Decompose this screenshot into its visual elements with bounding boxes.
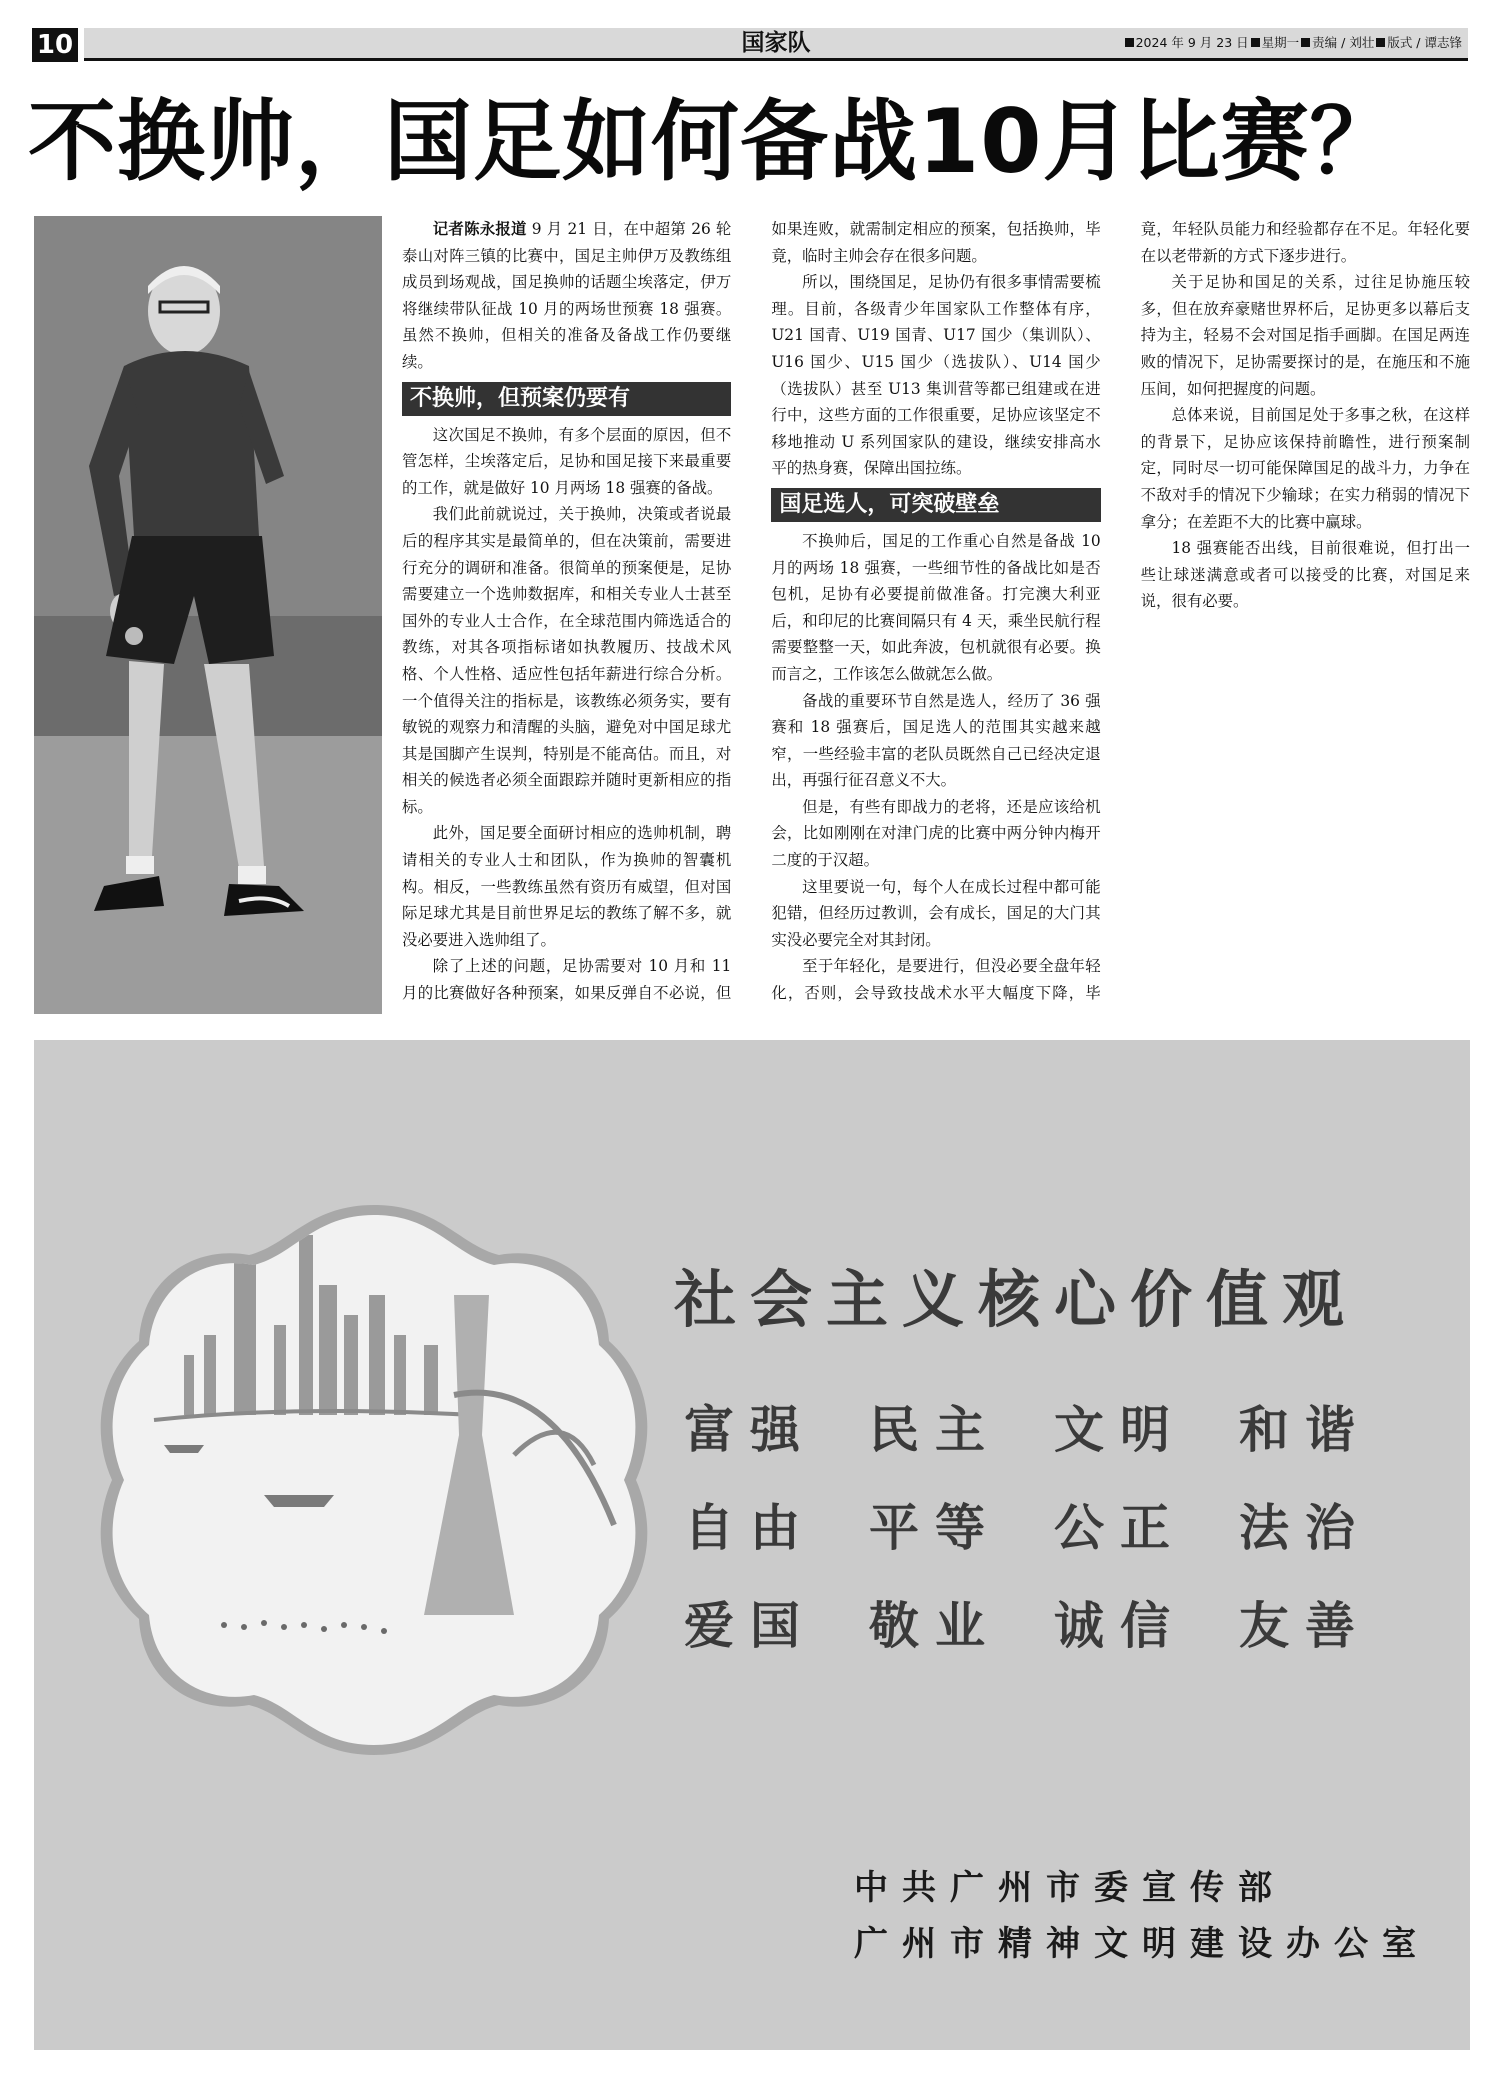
paragraph: 除了上述的问题，足协需要对 10 月和 11 月的比赛做好各种预案，如果反弹自不必说，但如果连败，就需制定相应的预案，包括换帅，毕竟，临时主帅会存在很多问题。 <box>402 220 1101 1003</box>
value-item: 友善 <box>1239 1597 1371 1655</box>
page-header <box>32 28 1468 62</box>
subhead-2: 国足选人，可突破壁垒 <box>771 488 1100 522</box>
paragraph: 不换帅后，国足的工作重心自然是备战 10 月的两场 18 强赛，一些细节性的备战比如是否包机，足协有必要提前做准备。打完澳大利亚后，和印尼的比赛间隔只有 4 天，乘坐民航行程需要整整一天，如此奔波，包机就很有必要。换而言之，工作该怎么做就怎么做。 <box>771 531 1101 683</box>
value-item: 法治 <box>1239 1499 1371 1557</box>
paragraph: 至于年轻化，是要进行，但没必要全盘年轻化，否则，会导致技战术水平大幅度下降，毕竟，年轻队员能力和经验都存在不足。年轻化要在以老带新的方式下逐步进行。 <box>771 220 1470 1003</box>
subhead-1: 不换帅，但预案仍要有 <box>402 382 731 416</box>
value-item: 公正 <box>1054 1499 1186 1557</box>
issue-date: 2024 年 9 月 23 日 <box>1135 35 1249 50</box>
values-row <box>684 1390 1424 1488</box>
lead-text: 9 月 21 日，在中超第 26 轮泰山对阵三镇的比赛中，国足主帅伊万及教练组成员到场观战，国足换帅的话题尘埃落定，伊万将继续带队征战 10 月的两场世预赛 18 强赛。虽然不换帅，但相关的准备及备战工作仍要继续。 <box>402 220 732 371</box>
value-item: 平等 <box>869 1499 1001 1557</box>
value-item: 富强 <box>684 1401 816 1459</box>
value-item: 敬业 <box>869 1597 1001 1655</box>
value-item: 民主 <box>869 1401 1001 1459</box>
value-item: 文明 <box>1054 1401 1186 1459</box>
header-band <box>84 28 1468 61</box>
editor-credit: 责编 / 刘壮 <box>1312 35 1375 50</box>
value-item: 诚信 <box>1054 1597 1186 1655</box>
values-row <box>684 1488 1424 1586</box>
byline: 记者陈永报道 <box>432 220 527 238</box>
section-name: 国家队 <box>741 30 811 56</box>
value-item: 自由 <box>684 1499 816 1557</box>
paragraph: 18 强赛能否出线，目前很难说，但打出一些让球迷满意或者可以接受的比赛，对国足来说，很有必要。 <box>1140 539 1470 611</box>
dateline <box>1123 28 1462 58</box>
paragraph: 所以，围绕国足，足协仍有很多事情需要梳理。目前，各级青少年国家队工作整体有序，U21 国青、U19 国青、U17 国少（集训队）、U16 国少、U15 国少（选拔队）、U14 国少（选拔队）甚至 U13 集训营等都已组建或在进行中，这些方面的工作很重要，足协应该坚定不移地推动 U 系列国家队的建设，继续安排高水平的热身赛，保障出国拉练。 <box>771 273 1101 478</box>
page-number: 10 <box>32 28 78 62</box>
paragraph: 此外，国足要全面研讨相应的选帅机制，聘请相关的专业人士和团队，作为换帅的智囊机构。相反，一些教练虽然有资历有威望，但对国际足球尤其是目前世界足坛的教练了解不多，就没必要进入选帅组了。 <box>402 824 732 949</box>
lead-paragraph <box>402 216 731 376</box>
ad-title: 社会主义核心价值观 <box>674 1263 1359 1336</box>
cityscape-medallion-icon <box>94 1195 654 1765</box>
issuer-line: 中共广州市委宣传部 <box>854 1868 1286 1908</box>
paragraph: 但是，有些有即战力的老将，还是应该给机会，比如刚刚在对津门虎的比赛中两分钟内梅开二度的于汉超。 <box>771 797 1101 870</box>
paragraph: 关于足协和国足的关系，过往足协施压较多，但在放弃豪赌世界杯后，足协更多以幕后支持为主，轻易不会对国足指手画脚。在国足两连败的情况下，足协需要探讨的是，在施压和不施压间，如何把握度的问题。 <box>1140 273 1470 398</box>
ad-issuers <box>854 1860 1430 1972</box>
paragraph: 我们此前就说过，关于换帅，决策或者说最后的程序其实是最简单的，但在决策前，需要进行充分的调研和准备。很简单的预案便是，足协需要建立一个选帅数据库，和相关专业人士甚至国外的专业人士合作，在全球范围内筛选适合的教练，对其各项指标诸如执教履历、技战术风格、个人性格、适应性包括年薪进行综合分析。一个值得关注的指标是，该教练必须务实，要有敏锐的观察力和清醒的头脑，避免对中国足球尤其是国脚产生误判，特别是不能高估。而且，对相关的候选者必须全面跟踪并随时更新相应的指标。 <box>402 505 732 816</box>
public-service-ad <box>34 1040 1470 2050</box>
paragraph: 备战的重要环节自然是选人，经历了 36 强赛和 18 强赛后，国足选人的范围其实越来越窄，一些经验丰富的老队员既然自己已经决定退出，再强行征召意义不大。 <box>771 691 1101 790</box>
article-body <box>402 216 1470 1016</box>
paragraph: 总体来说，目前国足处于多事之秋，在这样的背景下，足协应该保持前瞻性，进行预案制定，同时尽一切可能保障国足的战斗力，力争在不敌对手的情况下少输球；在实力稍弱的情况下拿分；在差距不大的比赛中赢球。 <box>1140 406 1470 531</box>
paragraph: 这次国足不换帅，有多个层面的原因，但不管怎样，尘埃落定后，足协和国足接下来最重要的工作，就是做好 10 月两场 18 强赛的备战。 <box>402 425 732 497</box>
values-row <box>684 1586 1424 1684</box>
headline: 不换帅，国足如何备战10月比赛？ <box>28 90 1399 193</box>
coach-figure-icon <box>34 216 382 1014</box>
issue-weekday: 星期一 <box>1261 35 1300 50</box>
coach-photo <box>34 216 382 1014</box>
value-item: 爱国 <box>684 1597 816 1655</box>
core-values-grid <box>684 1390 1424 1684</box>
issuer-line: 广州市精神文明建设办公室 <box>854 1924 1430 1964</box>
paragraph: 这里要说一句，每个人在成长过程中都可能犯错，但经历过教训，会有成长，国足的大门其实没必要完全对其封闭。 <box>771 877 1101 949</box>
layout-credit: 版式 / 谭志锋 <box>1387 35 1462 50</box>
value-item: 和谐 <box>1239 1401 1371 1459</box>
